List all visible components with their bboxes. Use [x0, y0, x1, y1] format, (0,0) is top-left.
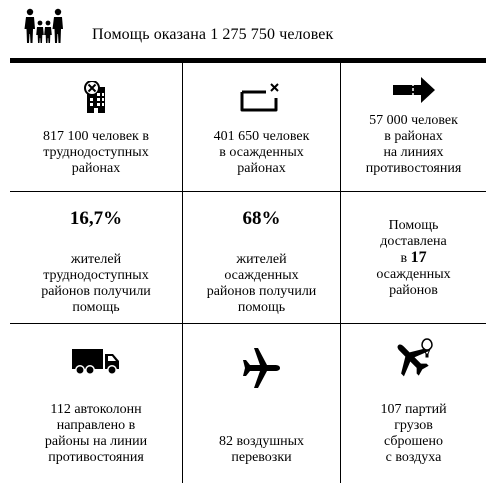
blockade-icon [239, 81, 285, 113]
text-line: районов получили [41, 284, 151, 299]
text-prefix: в [400, 251, 411, 266]
airdrop-plane-icon [391, 336, 437, 378]
stat-cell-besieged [182, 63, 340, 191]
stat-cell-convoys [10, 323, 182, 483]
text-line: жителей [236, 252, 287, 267]
page-title: Помощь оказана 1 275 750 человек [92, 26, 334, 43]
text-line: направлено в [56, 418, 136, 433]
stat-cell-besieged-percent [182, 191, 340, 323]
stat-value: 17 [410, 249, 427, 266]
text-line: осажденных [224, 268, 299, 283]
text-line: противостояния [48, 450, 144, 465]
text-line: районов [389, 283, 438, 298]
text-line: труднодоступных [43, 268, 149, 283]
truck-icon [71, 346, 121, 376]
stats-grid [10, 63, 486, 483]
text-line: 82 воздушных [218, 434, 305, 449]
text-line: на линиях [383, 145, 444, 160]
stat-cell-hard-to-reach [10, 63, 182, 191]
text-line: 107 партий [380, 402, 447, 417]
stat-value: 68% [242, 208, 281, 229]
text-line: помощь [237, 300, 286, 315]
frontline-arrow-icon [391, 73, 437, 107]
stat-cell-airlifts [182, 323, 340, 483]
stat-cell-delivered-areas [340, 191, 486, 323]
text-line: жителей [70, 252, 122, 267]
text-line: 112 автоколонн [50, 402, 142, 417]
text-line: 57 000 человек [369, 113, 458, 128]
airplane-icon [240, 348, 284, 388]
text-line: перевозки [231, 450, 292, 465]
header [0, 0, 497, 58]
text-line: труднодоступных [43, 145, 149, 160]
text-line: осажденных [376, 267, 451, 282]
text-line: 401 650 человек [213, 129, 310, 144]
text-line: 817 100 человек в [43, 129, 149, 144]
text-line: противостояния [365, 161, 462, 176]
text-line: районы на линии [44, 434, 148, 449]
text-line: районах [71, 161, 121, 176]
stat-cell-airdrops [340, 323, 486, 483]
text-line: районах [237, 161, 286, 176]
family-icon [22, 8, 66, 44]
stat-cell-frontline [340, 63, 486, 191]
stat-value: 16,7% [69, 208, 123, 229]
text-line: грузов [394, 418, 433, 433]
text-line: в районах [384, 129, 443, 144]
text-line: доставлена [380, 234, 447, 249]
text-line: сброшено [384, 434, 443, 449]
text-line: помощь [72, 300, 120, 315]
text-line [341, 250, 486, 267]
text-line: в осажденных [219, 145, 304, 160]
text-line: районов получили [206, 284, 317, 299]
text-line: Помощь [388, 218, 439, 233]
text-line: с воздуха [385, 450, 442, 465]
stat-cell-hard-to-reach-percent [10, 191, 182, 323]
building-cross-icon [83, 81, 109, 113]
